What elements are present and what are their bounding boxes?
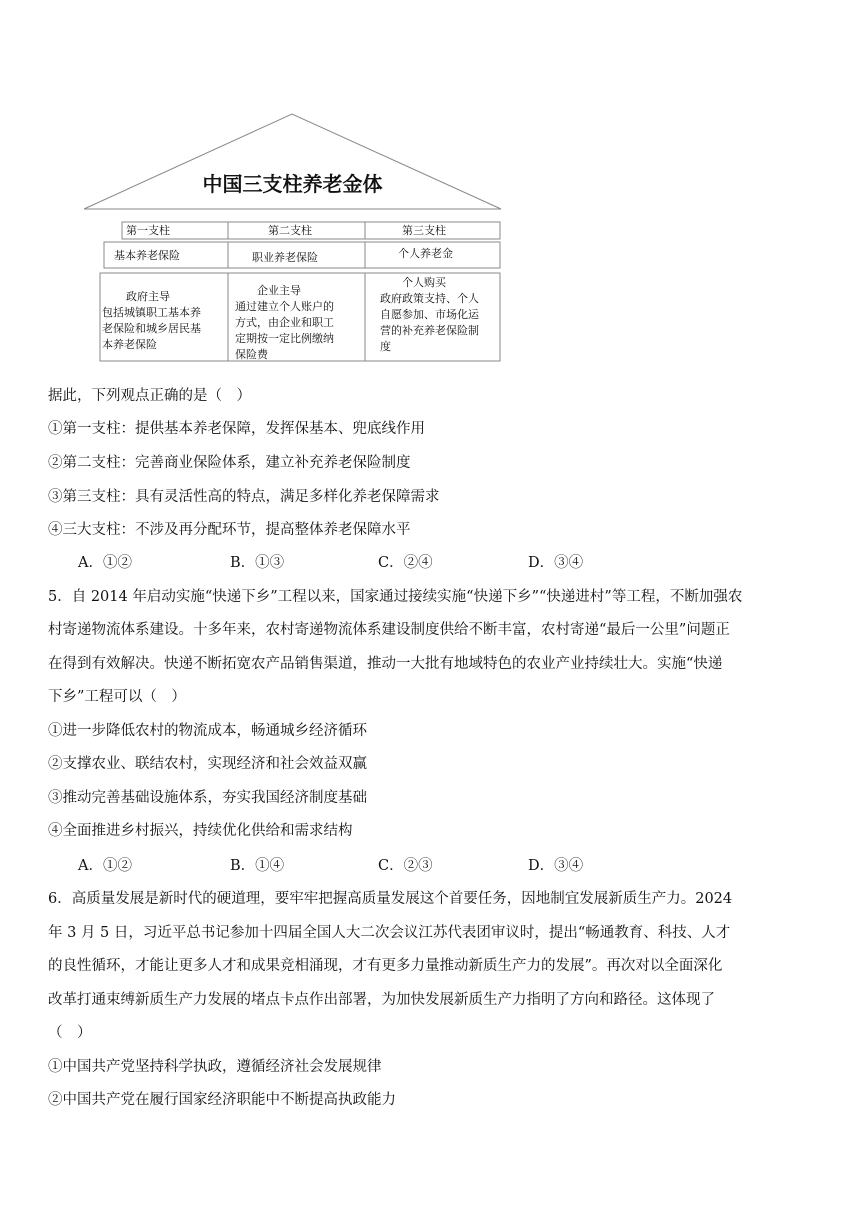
q5-item-4: ④全面推进乡村振兴，持续优化供给和需求结构 [48,823,353,839]
q6-line-1: 6．高质量发展是新时代的硬道理，要牢牢把握高质量发展这个首要任务，因地制宜发展新质生产力。2024 [48,891,733,907]
pillar2-name: 职业养老保险 [252,251,318,264]
diagram-title: 中国三支柱养老金体 [202,172,383,196]
q6-item-1: ①中国共产党坚持科学执政，遵循经济社会发展规律 [48,1059,382,1075]
q4-item-1: ①第一支柱：提供基本养老保障，发挥保基本、兜底线作用 [48,421,425,437]
pillar1-header: 第一支柱 [126,224,170,237]
q5-option-b[interactable]: B．①④ [230,858,285,874]
q5-option-a[interactable]: A．①② [78,858,132,874]
q5-item-3: ③推动完善基础设施体系，夯实我国经济制度基础 [48,790,367,806]
pillar1-desc: 政府主导 包括城镇职工基本养 老保险和城乡居民基 本养老保险 [102,290,201,351]
q4-option-d[interactable]: D．③④ [528,555,584,571]
pillar3-header: 第三支柱 [402,224,446,237]
pillar3-desc: 个人购买 政府政策支持、个人 自愿参加、市场化运 营的补充养老保险制 度 [380,276,479,353]
q4-option-c[interactable]: C．②④ [378,555,433,571]
q5-line-1: 5．自 2014 年启动实施“快递下乡”工程以来，国家通过接续实施“快递下乡”“快递进村”等工程，不断加强农 [48,589,743,605]
pillar1-name: 基本养老保险 [114,249,180,262]
q6-line-3: 的良性循环，才能让更多人才和成果竞相涌现，才有更多力量推动新质生产力的发展”。再次对以全面深化 [48,958,723,974]
q5-line-3: 在得到有效解决。快递不断拓宽农产品销售渠道，推动一大批有地域特色的农业产业持续壮大。实施“快递 [48,656,723,672]
pillar3-name: 个人养老金 [398,247,453,260]
q6-line-4: 改革打通束缚新质生产力发展的堵点卡点作出部署，为加快发展新质生产力指明了方向和路径。这体现了 [48,992,715,1008]
q4-option-b[interactable]: B．①③ [230,555,285,571]
q6-line-2: 年 3 月 5 日，习近平总书记参加十四届全国人大二次会议江苏代表团审议时，提出“畅通教育、科技、人才 [48,925,731,941]
q4-item-3: ③第三支柱：具有灵活性高的特点，满足多样化养老保障需求 [48,489,440,505]
q5-item-2: ②支撑农业、联结农村，实现经济和社会效益双赢 [48,756,367,772]
q5-option-d[interactable]: D．③④ [528,858,584,874]
pillar2-header: 第二支柱 [268,224,312,237]
q5-line-4: 下乡”工程可以（ ） [48,689,186,705]
q4-option-a[interactable]: A．①② [78,555,132,571]
pillar2-desc: 企业主导 通过建立个人账户的 方式，由企业和职工 定期按一定比例缴纳 保险费 [235,284,334,361]
q4-item-4: ④三大支柱：不涉及再分配环节，提高整体养老保障水平 [48,522,411,538]
q5-option-c[interactable]: C．②③ [378,858,433,874]
q5-line-2: 村寄递物流体系建设。十多年来，农村寄递物流体系建设制度供给不断丰富，农村寄递“最后一公里”问题正 [48,622,730,638]
pension-pillars-diagram [80,112,505,367]
q6-line-5: （ ） [48,1025,92,1041]
q4-item-2: ②第二支柱：完善商业保险体系，建立补充养老保险制度 [48,455,411,471]
q4-stem: 据此，下列观点正确的是（ ） [48,388,251,404]
q5-item-1: ①进一步降低农村的物流成本，畅通城乡经济循环 [48,723,367,739]
q6-item-2: ②中国共产党在履行国家经济职能中不断提高执政能力 [48,1092,396,1108]
